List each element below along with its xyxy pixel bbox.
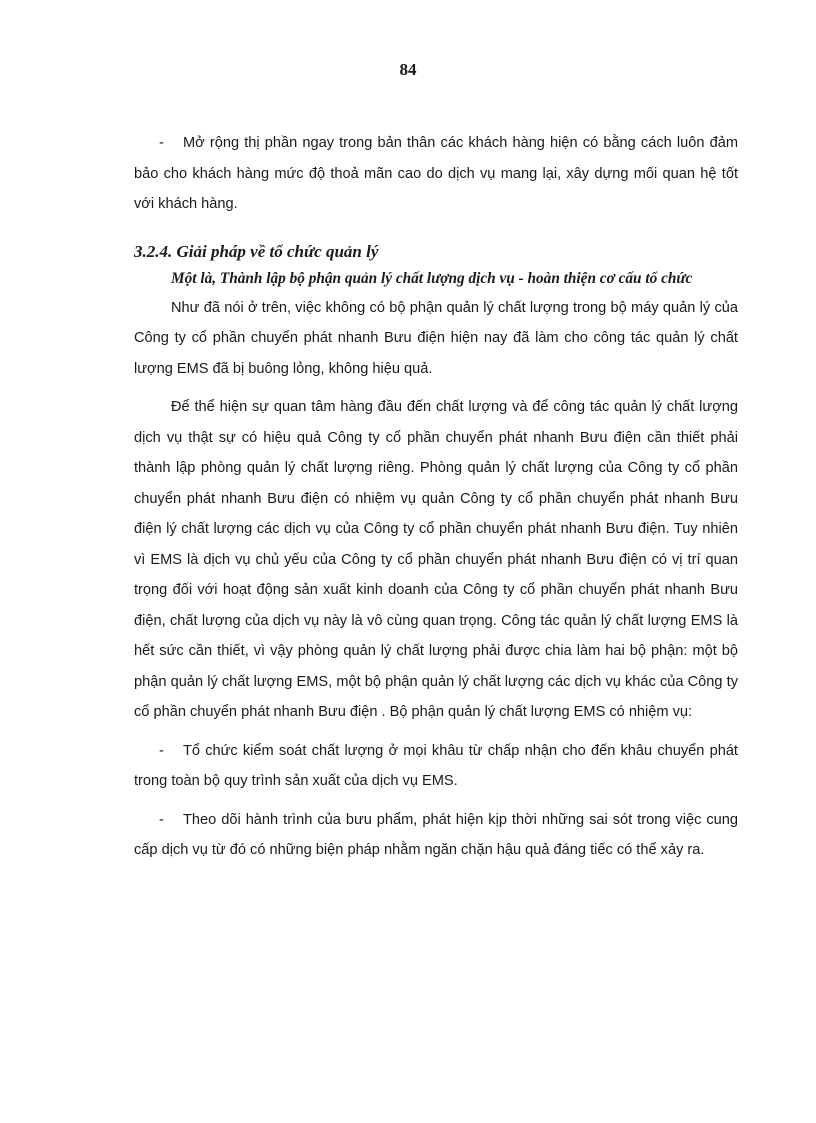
section-subheading: Một là, Thành lập bộ phận quản lý chất lượng dịch vụ - hoàn thiện cơ cấu tổ chức [171, 269, 693, 287]
bullet-item-quality-control [134, 736, 738, 797]
bullet-dash: - [159, 811, 164, 828]
bullet-text: Tổ chức kiểm soát chất lượng ở mọi khâu từ chấp nhận cho đến khâu chuyển phát trong toàn bộ quy trình sản xuất của dịch vụ EMS. [134, 742, 738, 789]
page-number: 84 [399, 60, 417, 79]
bullet-text: Mở rộng thị phần ngay trong bản thân các khách hàng hiện có bằng cách luôn đảm bảo cho khách hàng mức độ thoả mãn cao do dịch vụ mang lại, xây dựng mối quan hệ tốt với khách hàng. [134, 135, 738, 212]
bullet-dash: - [159, 742, 164, 759]
bullet-text: Theo dõi hành trình của bưu phẩm, phát hiện kịp thời những sai sót trong việc cung cấp dịch vụ từ đó có những biện pháp nhằm ngăn chặn hậu quả đáng tiếc có thể xảy ra. [134, 811, 738, 858]
body-paragraph: Để thể hiện sự quan tâm hàng đầu đến chất lượng và để công tác quản lý chất lượng dịch vụ thật sự có hiệu quả Công ty cổ phần chuyển phát nhanh Bưu điện cần thiết phải thành lập phòng quản lý chất lượng riêng. Phòng quản lý chất lượng của Công ty cổ phần chuyển phát nhanh Bưu điện có nhiệm vụ quản Công ty cổ phần chuyển phát nhanh Bưu điện lý chất lượng các dịch vụ của Công ty cổ phần chuyển phát nhanh Bưu điện. Tuy nhiên vì EMS là dịch vụ chủ yếu của Công ty cổ phần chuyển phát nhanh Bưu điện có vị trí quan trọng đối với hoạt động sản xuất kinh doanh của Công ty cổ phần chuyển phát nhanh Bưu điện, chất lượng của dịch vụ này là vô cùng quan trọng. Công tác quản lý chất lượng EMS là hết sức cần thiết, vì vậy phòng quản lý chất lượng phải được chia làm hai bộ phận: một bộ phận quản lý chất lượng EMS, một bộ phận quản lý chất lượng các dịch vụ khác của Công ty cổ phần chuyển phát nhanh Bưu điện . Bộ phận quản lý chất lượng EMS có nhiệm vụ: [134, 399, 738, 720]
body-paragraph: Như đã nói ở trên, việc không có bộ phận quản lý chất lượng trong bộ máy quản lý của Công ty cổ phần chuyển phát nhanh Bưu điện hiện nay đã làm cho công tác quản lý chất lượng EMS đã bị buông lỏng, không hiệu quả. [134, 299, 738, 377]
bullet-item-tracking [134, 805, 738, 866]
page-body [134, 128, 738, 866]
bullet-dash: - [159, 135, 164, 151]
bullet-item-market-share [134, 128, 738, 220]
section-heading: 3.2.4. Giải pháp về tổ chức quản lý [134, 241, 379, 261]
